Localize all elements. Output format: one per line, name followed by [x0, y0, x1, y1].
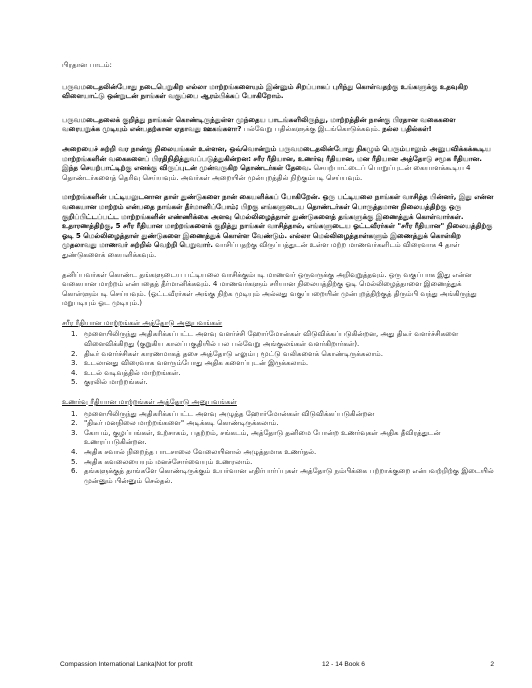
- paragraph-four-types-praise: நல்ல பதில்கள்!: [382, 124, 432, 134]
- paragraph-game-rules-bold: மாற்றங்களின் பட்டியலுடனான தாள் துண்டுகளை நான் கையளிக்கப் போகிறேன். ஒரு பட்டியலை நாங்கள் வாசித்த பின்னர், இது என்ன வகையான மாற்றம் என்பதை நாங்கள் தீர்மானிப்போம்; பிறகு எங்களுடைய தொண்டர்கள் பொருத்தமான நிலையத்திற்கு ஒரு குறிப்பிட்டப்பட்ட மாற்றங்களின் எண்ணிக்கை அளவு மெல்லிழைத்தாள் துண்டுகளைத் தங்களுக்கு இணைத்துக் கொள்வார்கள். உதாரணத்திற்கு, 5 சரீர ரீதியான மாற்றங்களைக் குறித்து நாங்கள் வாசித்தால், எங்களுடைய ஓட்டவீரர்கள் "சரீர ரீதியான" நிலையத்திற்கு ஓடி 5 மெல்லிழைத்தாள் துண்டுகளை இணைத்துக் கொள்ள வேண்டும். எல்லா மெல்லிழைத்தாள்களும் இணைத்துக் கொள்கிற முதலாவது மாணவர் சுற்றில் வெற்றி பெறுவார்.: [62, 192, 494, 250]
- paragraph-four-types-question: பருவமடைதலைக் குறித்து நாங்கள் கொண்டிருந்துள்ள முந்தைய பாடங்களிலிருந்து, மாற்றத்தின் நான்கு பிரதான வகைகளை வரையறுக்க முடியும் என்பதற்கான ஏதாவது ஊகங்களா?: [62, 114, 456, 134]
- emotional-changes-list: [62, 409, 494, 486]
- paragraph-stations-bold: அறையைச் சுற்றி வர நான்கு நிலையங்கள் உள்ளன, ஒவ்வொன்றும் பருவமடைதலின்போது நிகழும் பெரும்பாலும் அனுபவிக்கக்கூடிய மாற்றங்களின் வகைகளைப் பிரதிநிதித்துவப்படுத்துகின்றன: சரீர ரீதியான, உணர்வு ரீதியான, மன ரீதியான அத்தோடு சமூக ரீதியான. இந்த செயற்பாட்டிற்கு எனக்கு விருப்புடன் முன்வருகிற தொண்டர்கள் தேவை.: [62, 143, 491, 173]
- footer-page-number: 2: [490, 661, 494, 668]
- list-item: 5. குரலில் மாற்றங்கள்.: [80, 377, 494, 387]
- physical-changes-heading: சரீர ரீதியான மாற்றங்கள் அத்தோடு அனுபவங்கள்: [62, 317, 223, 327]
- list-item: 3. கோபம், குழப்பங்கள், உற்சாகம், பதற்றம், சங்கடம், அத்தோடு தனிமை போன்ற உணர்வுகள் அதிக தீவிரத்துடன் உணரப்படுகின்றன.: [80, 428, 494, 447]
- emotional-changes-heading: உணர்வு ரீதியான மாற்றங்கள் அத்தோடு அனுபவங்கள்: [62, 397, 237, 407]
- intro-paragraph: பருவமடைதலின்போது நடைபெறுகிற எல்லா மாற்றங்களையும் இன்னும் சிறப்பாகப் புரிந்து கொள்வதற்கு உங்களுக்கு உதவுகிற விளையாட்டு ஒன்றுடன் நாங்கள் வகுப்பை ஆரம்பிக்கப் போகிறோம்.: [62, 81, 469, 101]
- footer-book: 12 - 14 Book 6: [322, 661, 365, 668]
- page-content: [62, 60, 494, 485]
- physical-changes-list: [62, 329, 494, 387]
- paragraph-procedure: தனிப்பவர்கள் கொண்ட தங்களுடைய பட்டியலை வாசிக்கும்படி மாணவர் ஒருவருக்கு அறிவுறுத்தவும். ஒரு வகுப்பாக இது என்ன வகையான மாற்றம் என்பதைத் தீர்மானிக்கவும். 4 மாணவர்களும் சரியான நிலையத்திற்கு ஓடி மெல்லிழைத்தாளை இணைத்துக் கொள்ளும்படி செய்யவும். (ஓட்டவீரர்கள் அங்கு நிற்க முடியும் அல்லது வகுப்பறையின் முன்புறத்திற்குத் திரும்பி வந்து அங்கிருந்து மறுபடியும் ஓட முடியும்.): [62, 269, 477, 308]
- list-item: 2. "திடீர் மனநிலை மாற்றங்களை" அடிக்கடி கொண்டிருக்கலாம்.: [80, 418, 494, 428]
- list-item: 5. அதிக கவலையையும் மனச்சோர்வையும் உணரலாம்.: [80, 457, 494, 467]
- paragraph-stations-instruction: செயற்பாட்டைப் பொறுப்புடன் கையாளக்கூடிய 4 தொண்டர்களைத் தெரிவு செய்யவும். அவர்கள் அறையின் முன்புறத்தில் நிற்கும்படி செய்யவும்.: [62, 163, 471, 182]
- footer-organization: Compassion International Lanka|Not for profit: [60, 661, 193, 668]
- list-item: 1. மூளையிலிருந்து அதிகரிக்கப்பட்ட அளவு அழுத்த ஹோர்மோன்கள் விடுவிக்கப்படுகின்றன: [80, 409, 494, 419]
- list-item: 3. உடலானது விரைவாக வளரும்போது அதிக களைப்புடன் இருக்கலாம்.: [80, 358, 494, 368]
- section-label: பிரதான பாடம்:: [62, 60, 112, 69]
- list-item: 2. திடீர் வளர்ச்சிகள் காரணமாகத் தசை அத்தோடு எலும்பு மூட்டு வலிகளைக் கொண்டிருக்கலாம்.: [80, 349, 494, 359]
- paragraph-game-rules: [62, 192, 494, 259]
- list-item: 4. அதிக சவால் நிறைந்த பாடசாலை வேலையினால் அழுத்தமாக உணர்தல்.: [80, 447, 494, 457]
- paragraph-four-types-instruction: பல்வேறு பதில்களுக்கு இடங்கொடுக்கவும்.: [243, 124, 383, 134]
- paragraph-game-rules-instruction: வாசிப்பதற்கு விருப்பத்துடன் உள்ள மற்ற மாணவர்களிடம் விரைவாக 4 தாள் துண்டுகளைக் கையளிக்கவும்.: [62, 240, 460, 259]
- paragraph-four-types: [62, 115, 494, 134]
- list-item: 1. மூளையிலிருந்து அதிகரிக்கப்பட்ட அளவு வளர்ச்சி ஹோர்மோன்கள் விடுவிக்கப்படுகின்றன, அது திடீர் வளர்ச்சிகளை விளைவிக்கிறது (குறுகிய காலப்பகுதியில் பல பல்வேறு அங்குலங்கள் வளர்கிறார்கள்).: [80, 329, 494, 348]
- list-item: 4. உடல் வடிவத்தில் மாற்றங்கள்.: [80, 368, 494, 378]
- paragraph-stations: [62, 144, 494, 182]
- list-item: 6. தங்களுக்குத் தாங்களே கொண்டிருக்கும் உயர்வான எதிர்பார்ப்புகள் அத்தோடு நம்பிக்கை பற்றாக்குறை என்பவற்றிற்கு இடையில் முன்னும் பின்னும் செல்தல்.: [80, 466, 494, 485]
